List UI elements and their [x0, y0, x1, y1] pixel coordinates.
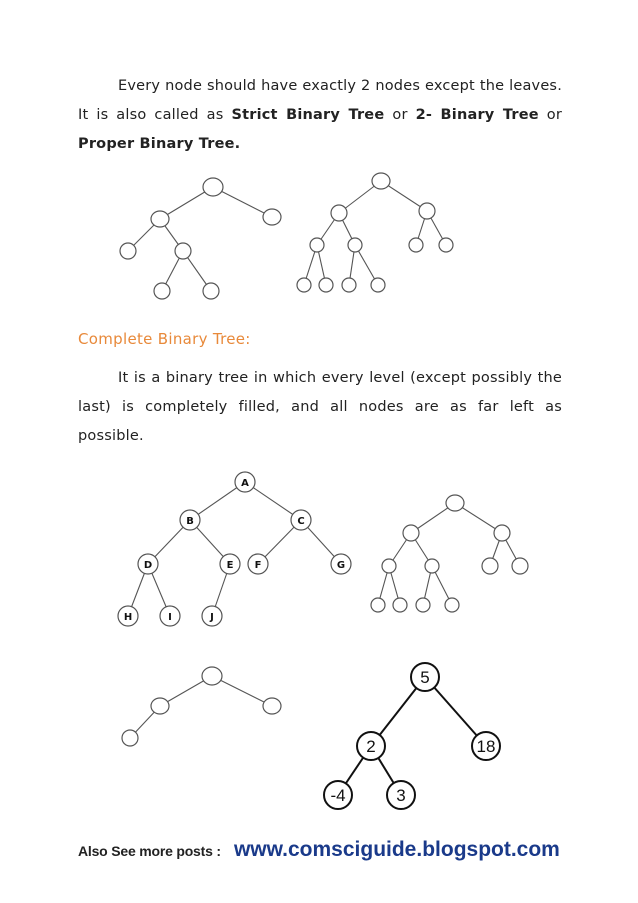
small-complete-tree — [122, 667, 281, 746]
complete-binary-tree-heading: Complete Binary Tree: — [78, 330, 251, 348]
tree-node — [371, 278, 385, 292]
tree-node — [310, 238, 324, 252]
node-label: D — [143, 560, 153, 571]
node-i — [160, 606, 180, 626]
tree-node — [122, 730, 138, 746]
node-label: B — [186, 516, 194, 527]
tree-node — [382, 559, 396, 573]
tree-node — [175, 243, 191, 259]
full-tree-right — [297, 173, 453, 292]
node-g — [331, 554, 351, 574]
node-18 — [472, 732, 500, 760]
node-label: 18 — [476, 737, 496, 756]
tree-node — [494, 525, 510, 541]
node-e — [220, 554, 240, 574]
tree-node — [372, 173, 390, 189]
or-text-2: or — [538, 107, 563, 123]
tree-node — [393, 598, 407, 612]
tree-node — [416, 598, 430, 612]
term-proper-binary-tree: Proper Binary Tree. — [78, 136, 241, 152]
numbered-complete-tree — [324, 663, 500, 809]
intro-text: Every node should have exactly 2 nodes except the leaves. It is also called as — [78, 78, 562, 123]
node-f — [248, 554, 268, 574]
term-strict-binary-tree: Strict Binary Tree — [231, 107, 385, 123]
node-label: -4 — [330, 786, 346, 805]
node-2 — [357, 732, 385, 760]
tree-node — [348, 238, 362, 252]
tree-node — [342, 278, 356, 292]
tree-node — [445, 598, 459, 612]
or-text-1: or — [384, 107, 416, 123]
tree-node — [331, 205, 347, 221]
node-minus-4 — [324, 781, 352, 809]
node-label: E — [226, 560, 234, 571]
tree-node — [446, 495, 464, 511]
tree-node — [297, 278, 311, 292]
footer-link[interactable]: www.comsciguide.blogspot.com — [233, 838, 560, 861]
tree-node — [409, 238, 423, 252]
node-label: G — [336, 560, 346, 571]
node-j — [202, 606, 222, 626]
node-h — [118, 606, 138, 626]
tree-node — [263, 698, 281, 714]
node-label: H — [123, 612, 133, 623]
tree-node — [203, 178, 223, 196]
node-d — [138, 554, 158, 574]
tree-node — [425, 559, 439, 573]
node-label: I — [168, 612, 172, 623]
tree-node — [202, 667, 222, 685]
term-2-binary-tree: 2- Binary Tree — [415, 107, 539, 123]
node-label: 2 — [366, 737, 376, 756]
tree-node — [512, 558, 528, 574]
tree-node — [319, 278, 333, 292]
node-3 — [387, 781, 415, 809]
full-tree-left — [120, 178, 281, 299]
node-label: 5 — [420, 668, 430, 687]
tree-node — [439, 238, 453, 252]
tree-node — [151, 698, 169, 714]
footer — [78, 838, 560, 862]
tree-node — [419, 203, 435, 219]
node-label: F — [254, 560, 262, 571]
lettered-complete-tree — [118, 472, 351, 626]
tree-node — [371, 598, 385, 612]
node-label: 3 — [396, 786, 406, 805]
node-c — [291, 510, 311, 530]
node-5 — [411, 663, 439, 691]
node-label: C — [297, 516, 305, 527]
node-label: A — [241, 478, 249, 489]
tree-node — [203, 283, 219, 299]
complete-tree-right — [371, 495, 528, 612]
footer-label: Also See more posts : — [78, 843, 221, 859]
node-label: J — [210, 612, 214, 623]
node-b — [180, 510, 200, 530]
tree-node — [482, 558, 498, 574]
tree-node — [263, 209, 281, 225]
tree-node — [154, 283, 170, 299]
tree-node — [151, 211, 169, 227]
node-a — [235, 472, 255, 492]
tree-node — [120, 243, 136, 259]
complete-description: It is a binary tree in which every level (except possibly the last) is completely filled, and all nodes are as far left as possible. — [78, 370, 562, 444]
tree-node — [403, 525, 419, 541]
